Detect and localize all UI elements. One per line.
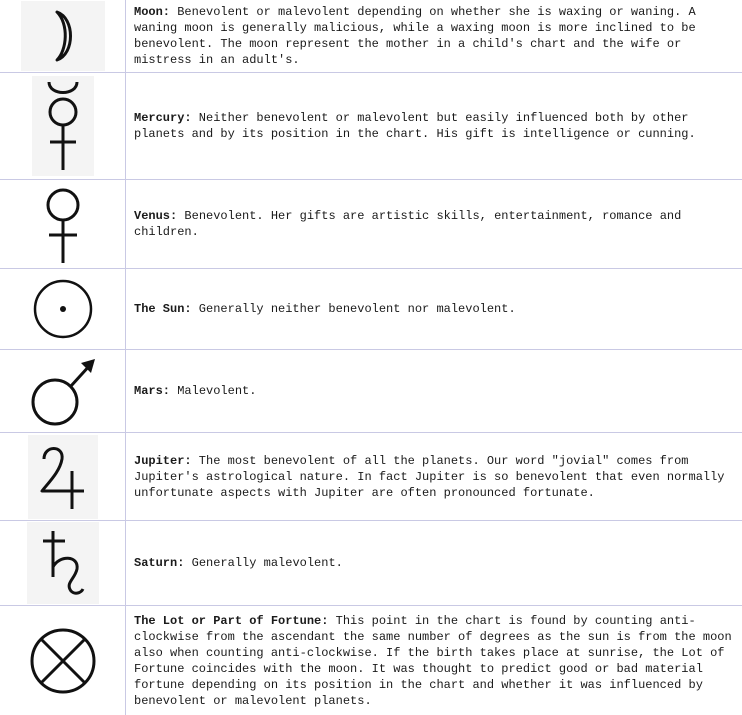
table-row-mars: [0, 350, 742, 433]
row-title: Mercury:: [134, 111, 192, 125]
sun-icon: [31, 277, 95, 341]
row-description: [134, 110, 736, 142]
row-title: Mars:: [134, 384, 171, 398]
mars-icon: [27, 354, 99, 428]
row-title: Jupiter:: [134, 453, 192, 468]
row-text: This point in the chart is found by counting anti-clockwise from the ascendant the same number of degrees as the sun is from the moon also when counting anti-clockwise. If the birth takes place at sunrise, the Lot of Fortune coincides with the moon. It was thought to predict good or bad material fortune depending on its position in the chart and whether it was influenced by benevolent or malevolent planets.: [134, 613, 732, 708]
row-text: Neither benevolent or malevolent but easily influenced both by other planets and by its position in the chart. His gift is intelligence or cunning.: [134, 111, 696, 141]
row-title: Venus:: [134, 209, 178, 223]
venus-icon: [38, 183, 88, 265]
moon-icon: [43, 8, 83, 64]
row-text: Benevolent. Her gifts are artistic skills, entertainment, romance and children.: [134, 209, 682, 239]
row-description: [134, 208, 736, 240]
row-text: Generally malevolent.: [184, 556, 343, 570]
row-description: [134, 613, 736, 709]
row-title: The Sun:: [134, 302, 192, 316]
row-title: The Lot or Part of Fortune:: [134, 613, 329, 628]
row-text: Benevolent or malevolent depending on whether she is waxing or waning. A waning moon is generally malicious, while a waxing moon is more inclined to be benevolent. The moon represent the mother in a child's chart and the wife or mistress in an adult's.: [134, 5, 696, 67]
table-row-saturn: [0, 521, 742, 606]
row-title: Moon:: [134, 5, 171, 19]
row-description: [134, 383, 256, 399]
table-row-venus: [0, 180, 742, 269]
row-description: [134, 301, 516, 317]
table-row-jupiter: [0, 433, 742, 521]
row-description: [134, 453, 736, 501]
row-text: Malevolent.: [170, 384, 257, 398]
row-description: [134, 555, 343, 571]
jupiter-icon: [38, 441, 88, 513]
table-row-sun: [0, 269, 742, 350]
mercury-icon: [38, 78, 88, 174]
table-row-mercury: [0, 73, 742, 180]
row-title: Saturn:: [134, 556, 185, 570]
table-row-moon: [0, 0, 742, 73]
row-description: [134, 4, 736, 68]
row-text: The most benevolent of all the planets. Our word "jovial" comes from Jupiter's astrological nature. In fact Jupiter is so benevolent that even normally unfortunate aspects with Jupiter are often pronounced fortunate.: [134, 453, 725, 500]
row-text: Generally neither benevolent nor malevolent.: [191, 302, 516, 316]
table-row-lot-of-fortune: [0, 606, 742, 715]
saturn-icon: [37, 527, 89, 599]
lot-of-fortune-icon: [28, 626, 98, 696]
